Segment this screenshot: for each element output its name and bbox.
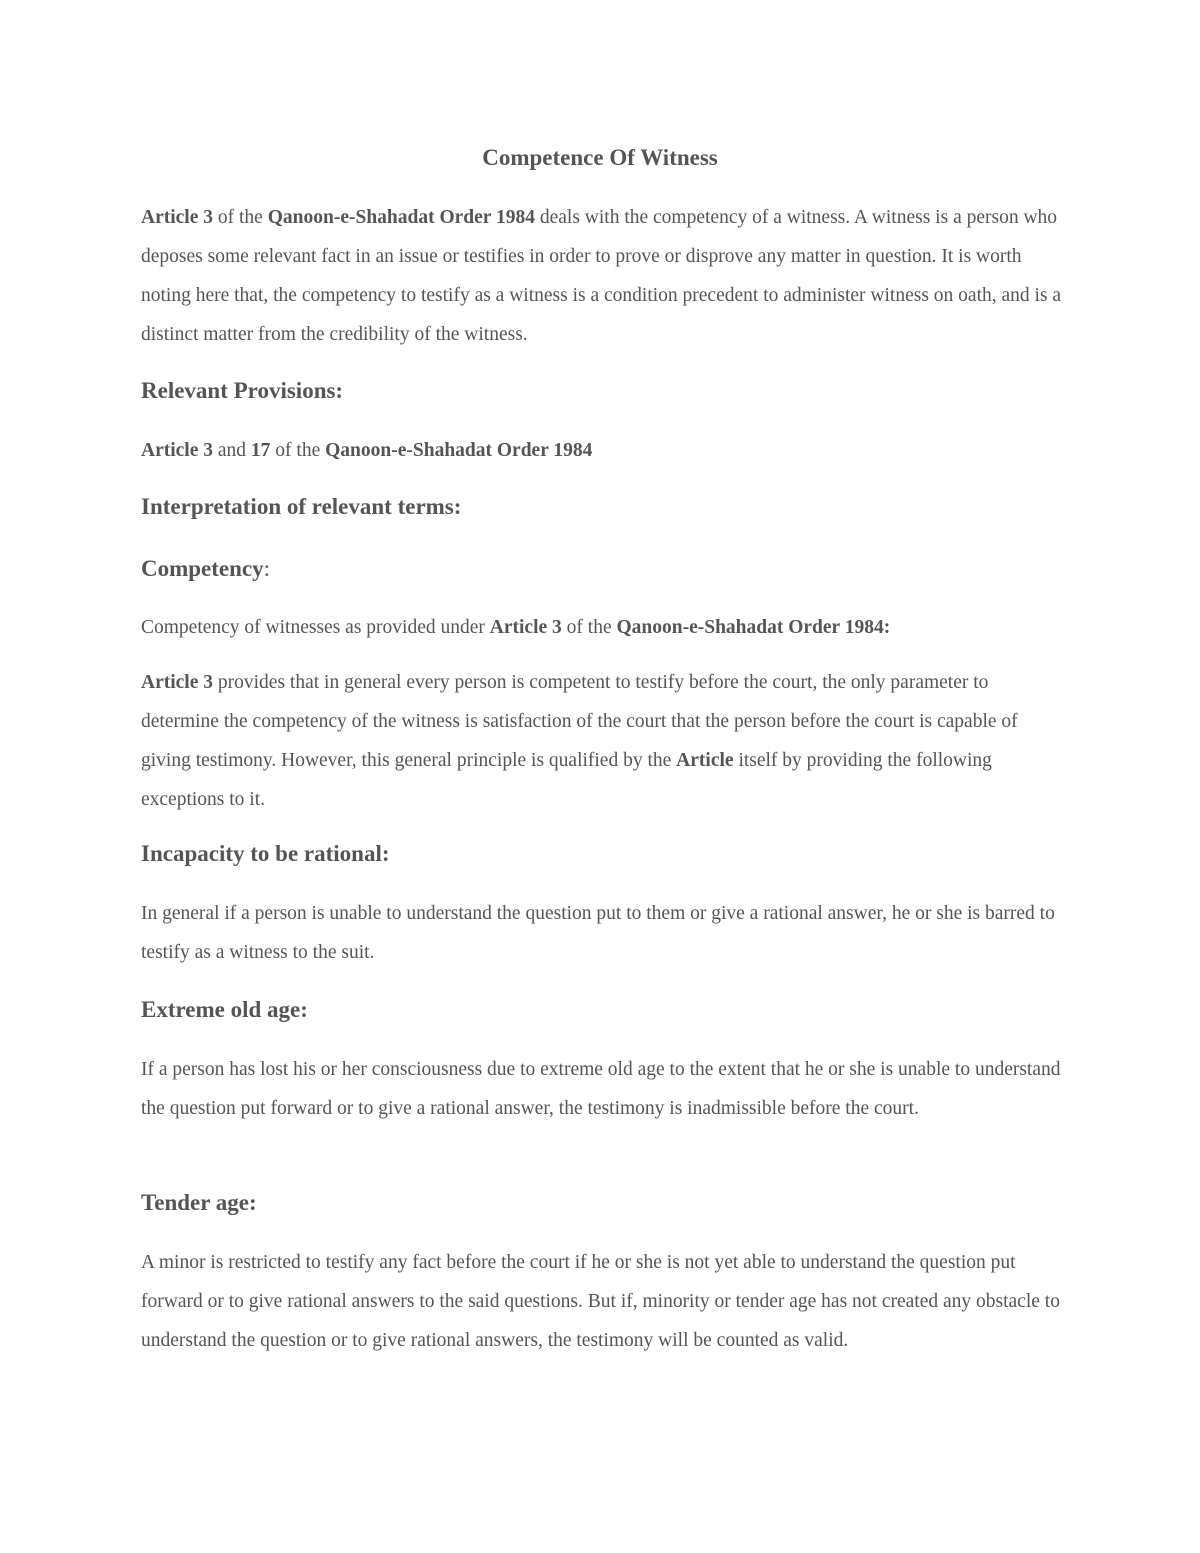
heading-tender-age: Tender age: xyxy=(141,1190,257,1215)
article-ref: Article xyxy=(676,750,734,771)
heading-text: Competency xyxy=(141,556,264,581)
text-span: deals with the competency of a witness. A witness is a person who deposes some relevant fact in an issue or testifies in order to prove or disprove any matter in question. It is worth noting here that, the competency to testify as a witness is a condition precedent to administer witness on oath, and is a distinct matter from the credibility of the witness. xyxy=(141,207,1062,345)
heading-incapacity: Incapacity to be rational: xyxy=(141,841,390,866)
heading-relevant-provisions: Relevant Provisions: xyxy=(141,378,344,403)
tender-age-paragraph: A minor is restricted to testify any fact before the court if he or she is not yet able to understand the question put forward or to give rational answers to the said questions. But if, minority or tender age has not created any obstacle to understand the question or to give rational answers, the testimony will be counted as valid. xyxy=(141,1252,1060,1351)
text-span: provides that in general every person is competent to testify before the court, the only parameter to determine the competency of the witness is satisfaction of the court that the person before the court is capable of giving testimony. However, this general principle is qualified by the xyxy=(141,672,1018,771)
document-title: Competence Of Witness xyxy=(482,145,718,170)
order-ref: Qanoon-e-Shahadat Order 1984 xyxy=(267,207,535,228)
text-span: of the xyxy=(270,440,326,461)
article-ref: Article 3 xyxy=(141,672,214,693)
article-ref: Article 3 xyxy=(489,617,562,638)
competency-line xyxy=(141,608,1066,647)
text-span: of the xyxy=(561,617,617,638)
heading-old-age: Extreme old age: xyxy=(141,997,308,1022)
text-span: and xyxy=(213,440,251,461)
relevant-provisions-line xyxy=(141,431,1066,470)
order-ref: Qanoon-e-Shahadat Order 1984 xyxy=(325,440,593,461)
article-ref: Article 3 xyxy=(141,440,214,461)
text-span: of the xyxy=(213,207,268,228)
competency-paragraph xyxy=(141,663,1066,819)
incapacity-paragraph: In general if a person is unable to understand the question put to them or give a rational answer, he or she is barred to testify as a witness to the suit. xyxy=(141,903,1055,963)
heading-interpretation: Interpretation of relevant terms: xyxy=(141,494,462,519)
order-ref: Qanoon-e-Shahadat Order 1984: xyxy=(616,617,891,638)
intro-paragraph xyxy=(141,198,1066,354)
article-ref: Article 3 xyxy=(141,207,214,228)
old-age-paragraph: If a person has lost his or her consciousness due to extreme old age to the extent that he or she is unable to understand the question put forward or to give a rational answer, the testimony is inadmissible before the court. xyxy=(141,1059,1061,1119)
text-span: Competency of witnesses as provided under xyxy=(141,617,490,638)
heading-colon: : xyxy=(263,556,271,581)
article-ref: 17 xyxy=(250,440,271,461)
text-span: itself by providing the following exceptions to it. xyxy=(141,750,992,810)
heading-competency xyxy=(141,553,270,585)
